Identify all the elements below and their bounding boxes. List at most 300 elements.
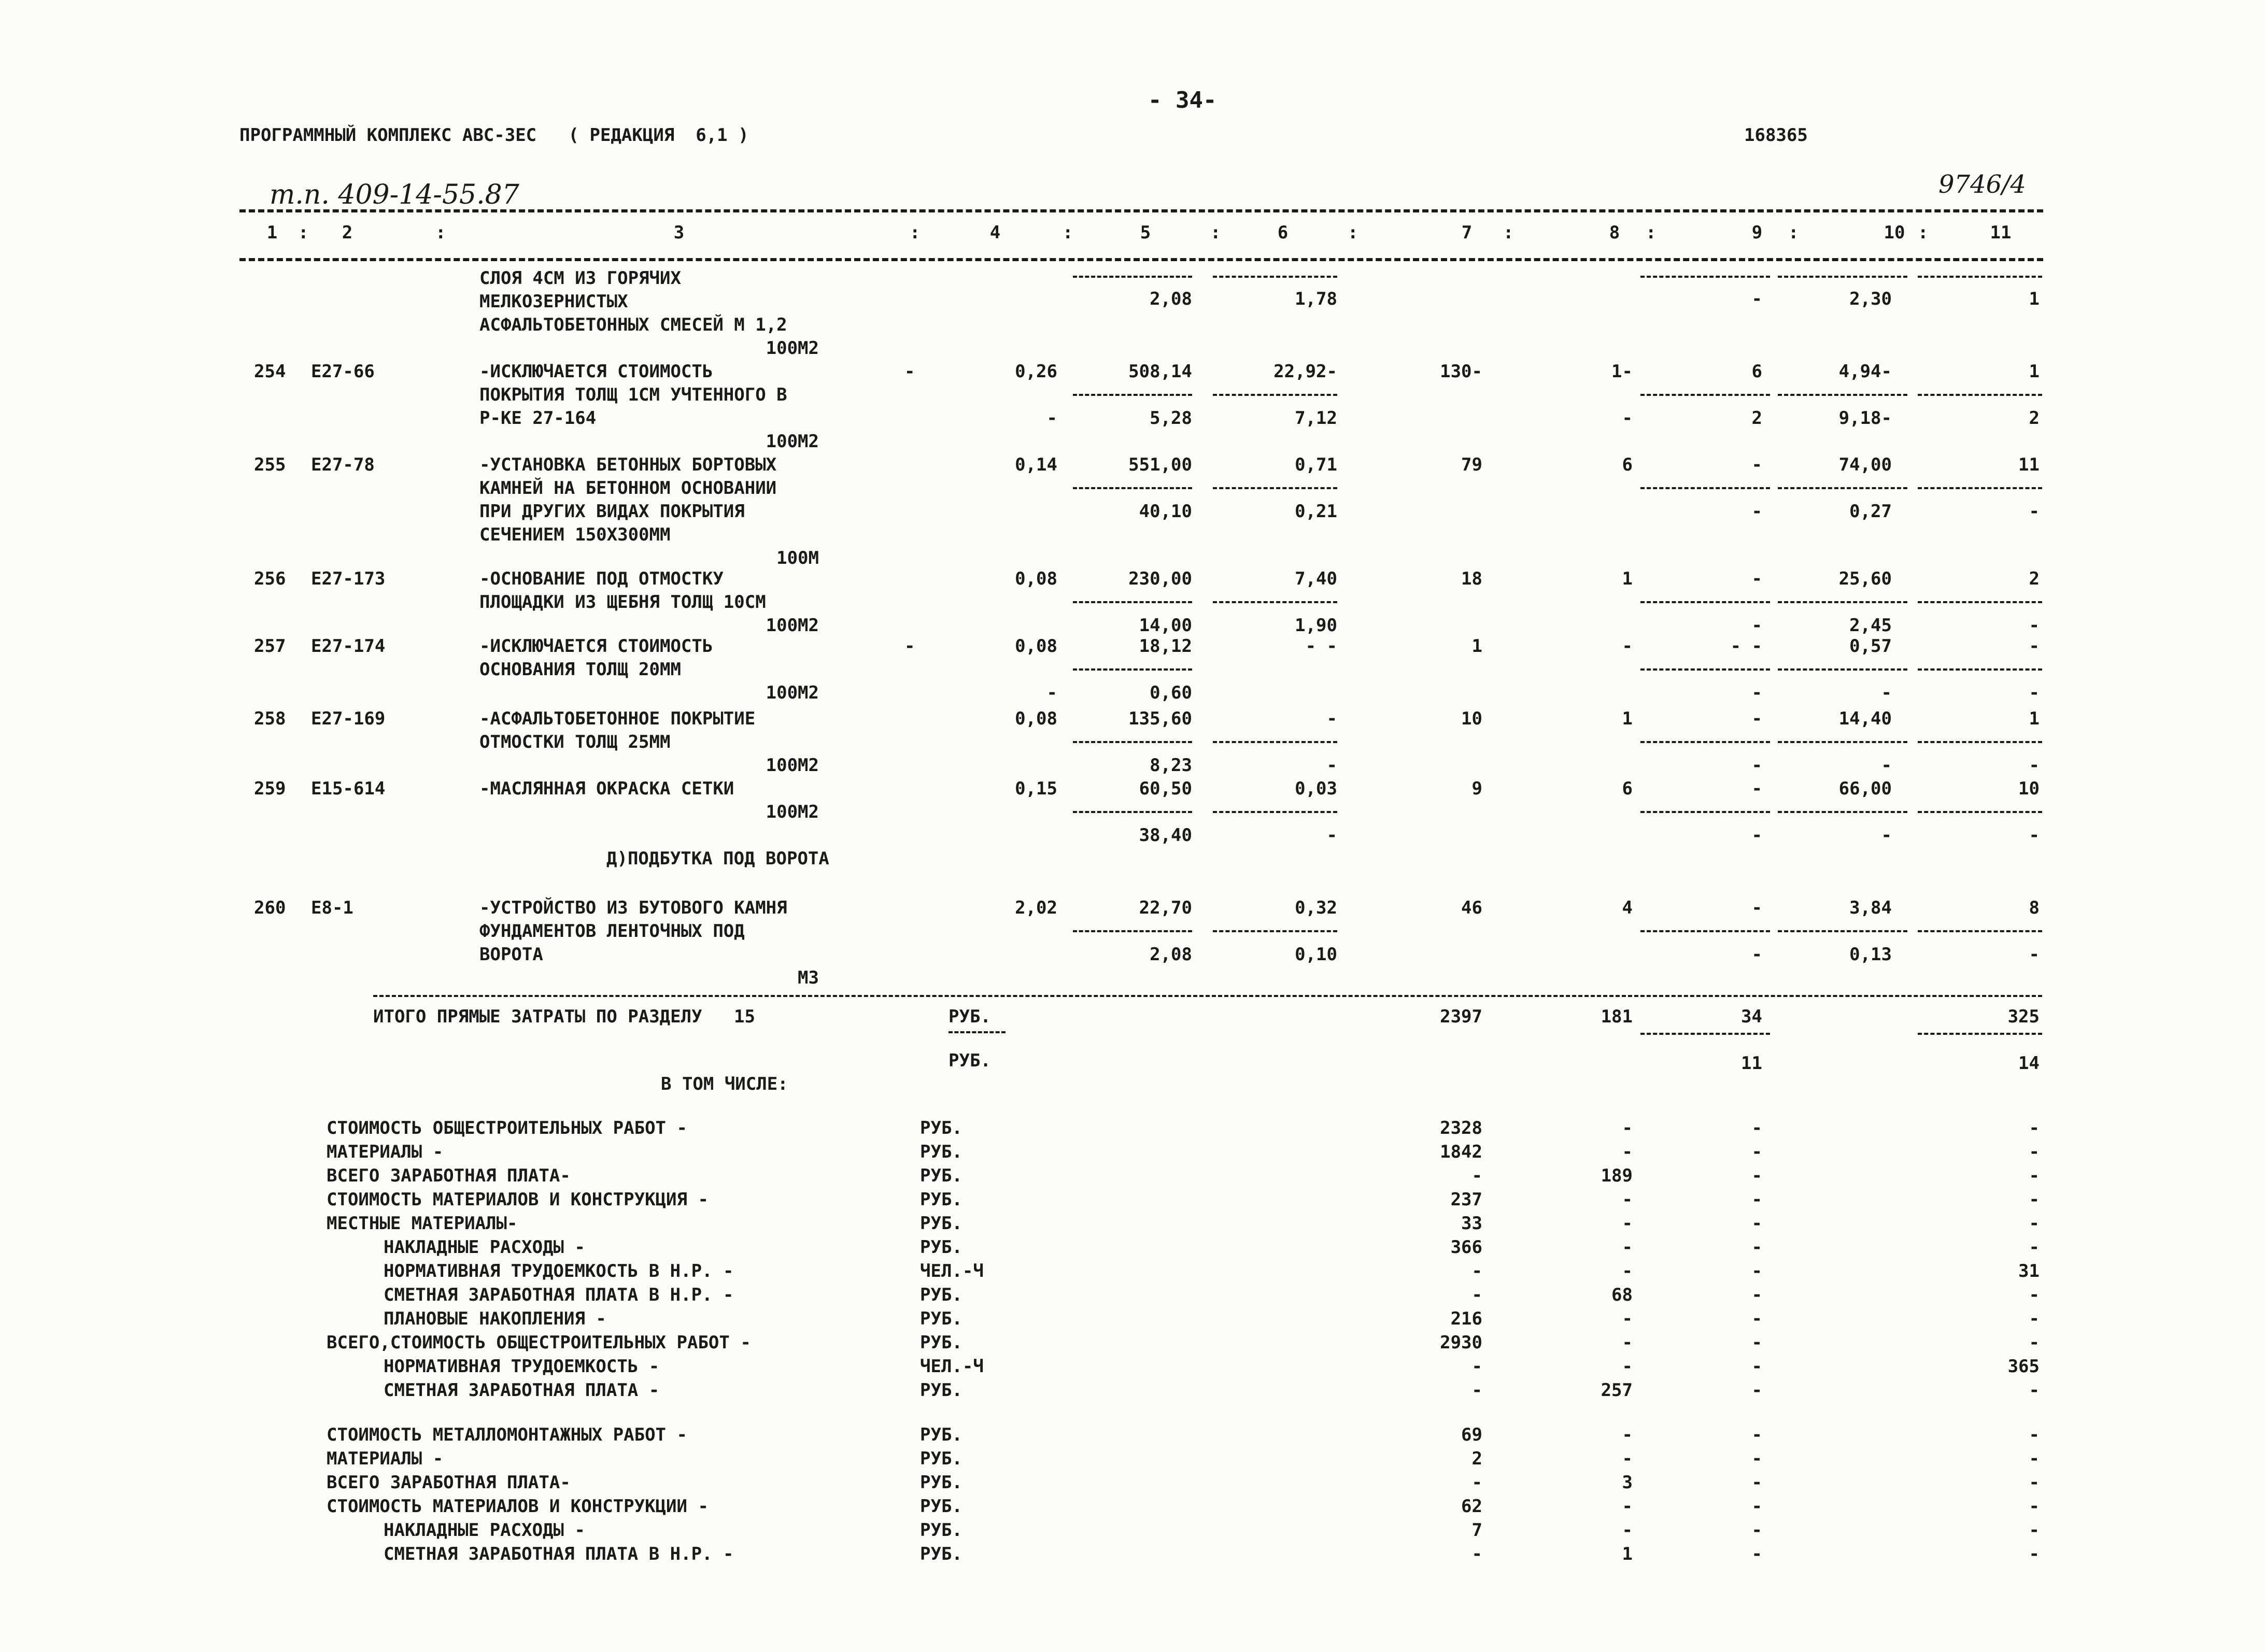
column-header-10: 10 — [1884, 222, 1905, 243]
cell-col10-sub: 9,18- — [1838, 408, 1892, 429]
summary-unit: РУБ. — [920, 1308, 962, 1329]
summary-col9: - — [1751, 1118, 1762, 1138]
cell-col9-sub: - — [1751, 825, 1762, 846]
cell-col10-sub: 2,45 — [1849, 615, 1892, 636]
summary-col8: 3 — [1622, 1472, 1633, 1493]
unit-dash — [949, 1031, 1006, 1033]
summary-unit: РУБ. — [920, 1118, 962, 1138]
cell-col6: 0,32 — [1295, 898, 1337, 918]
section-heading: Д)ПОДБУТКА ПОД ВОРОТА — [606, 848, 829, 869]
cell-col4: 0,26 — [1015, 361, 1057, 382]
summary-col7: 69 — [1461, 1425, 1482, 1445]
total-label: ИТОГО ПРЯМЫЕ ЗАТРАТЫ ПО РАЗДЕЛУ 15 — [373, 1006, 755, 1027]
dash-rule — [1918, 276, 2042, 278]
summary-col11: - — [2029, 1308, 2040, 1329]
summary-unit: РУБ. — [920, 1448, 962, 1469]
work-description: -УСТАНОВКА БЕТОННЫХ БОРТОВЫХ — [479, 454, 777, 475]
cell-col8: - — [1622, 636, 1633, 657]
summary-col8: 1 — [1622, 1544, 1633, 1564]
dash-rule — [1918, 1033, 2042, 1035]
cell-col10: 25,60 — [1838, 568, 1892, 589]
cell-col6: - — [1326, 708, 1337, 729]
cell-col11-sub: - — [2029, 825, 2040, 846]
summary-col11: - — [2029, 1425, 2040, 1445]
rate-code: Е27-173 — [311, 568, 386, 589]
dash-rule — [1918, 741, 2042, 743]
header-top-rule — [239, 209, 2043, 212]
work-description: АСФАЛЬТОБЕТОННЫХ СМЕСЕЙ М 1,2 — [479, 315, 787, 335]
cell-col11: 8 — [2029, 898, 2040, 918]
cell-col5-sub: 8,23 — [1150, 755, 1192, 776]
summary-col7: 366 — [1450, 1237, 1482, 1258]
summary-col8: - — [1622, 1308, 1633, 1329]
summary-col8: - — [1622, 1425, 1633, 1445]
cell-col6-sub: 7,12 — [1295, 408, 1337, 429]
work-description: -УСТРОЙСТВО ИЗ БУТОВОГО КАМНЯ — [479, 898, 787, 918]
summary-col7: 7 — [1471, 1520, 1482, 1541]
dash-rule — [1778, 930, 1907, 932]
cell-col4: 0,14 — [1015, 454, 1057, 475]
rate-code: Е27-169 — [311, 708, 386, 729]
dash-rule — [1778, 276, 1907, 278]
work-description: -ОСНОВАНИЕ ПОД ОТМОСТКУ — [479, 568, 724, 589]
column-header-2: 2 — [342, 222, 353, 243]
column-header-7: 7 — [1461, 222, 1473, 243]
cell-col6: 0,71 — [1295, 454, 1337, 475]
cell-col8: 1 — [1622, 708, 1633, 729]
summary-col11: - — [2029, 1472, 2040, 1493]
cell-col11: - — [2029, 636, 2040, 657]
cell-col10: 74,00 — [1838, 454, 1892, 475]
totals-rule — [373, 995, 2042, 997]
summary-unit: РУБ. — [920, 1544, 962, 1564]
work-description: -АСФАЛЬТОБЕТОННОЕ ПОКРЫТИЕ — [479, 708, 756, 729]
summary-col9: - — [1751, 1544, 1762, 1564]
column-header-1: 1 — [266, 222, 278, 243]
cell-col6-sub: 0,10 — [1295, 944, 1337, 965]
summary-col9: - — [1751, 1496, 1762, 1517]
summary-col9: - — [1751, 1448, 1762, 1469]
cell-col6-sub: 1,90 — [1295, 615, 1337, 636]
dash-rule — [1213, 487, 1337, 489]
column-separator: : — [1503, 222, 1514, 243]
cell-col8: 6 — [1622, 454, 1633, 475]
cell-col11-sub: - — [2029, 501, 2040, 522]
summary-col8: 257 — [1601, 1380, 1633, 1401]
unit-of-measure: 100М2 — [766, 755, 819, 776]
dash-rule — [1778, 741, 1907, 743]
dash-rule — [1640, 811, 1770, 813]
cell-col11-sub: - — [2029, 755, 2040, 776]
summary-col8: - — [1622, 1142, 1633, 1162]
summary-col8: 68 — [1611, 1285, 1633, 1305]
column-header-5: 5 — [1140, 222, 1151, 243]
cell-col9: - — [1751, 898, 1762, 918]
work-description: Р-КЕ 27-164 — [479, 408, 597, 429]
dash-rule — [1073, 811, 1192, 813]
unit-of-measure: 100М2 — [766, 615, 819, 636]
column-header-4: 4 — [989, 222, 1001, 243]
dash-rule — [1778, 811, 1907, 813]
summary-label: СТОИМОСТЬ МЕТАЛЛОМОНТАЖНЫХ РАБОТ - — [327, 1425, 687, 1445]
cell-col11: 2 — [2029, 568, 2040, 589]
summary-label: СТОИМОСТЬ ОБЩЕСТРОИТЕЛЬНЫХ РАБОТ - — [327, 1118, 687, 1138]
work-description: ОСНОВАНИЯ ТОЛЩ 20ММ — [479, 659, 681, 680]
column-separator: : — [1348, 222, 1358, 243]
cell-col9: - — [1751, 454, 1762, 475]
rate-code: Е27-174 — [311, 636, 386, 657]
summary-col7: 216 — [1450, 1308, 1482, 1329]
cell-col11: 10 — [2018, 778, 2040, 799]
rate-code: Е8-1 — [311, 898, 353, 918]
cell-col8: 1 — [1622, 568, 1633, 589]
total-col11-sub: 14 — [2018, 1053, 2040, 1074]
cell-col10-sub: 2,30 — [1849, 289, 1892, 309]
column-separator: : — [1646, 222, 1657, 243]
column-header-6: 6 — [1277, 222, 1289, 243]
summary-col8: - — [1622, 1356, 1633, 1377]
summary-col9: - — [1751, 1425, 1762, 1445]
summary-label: НОРМАТИВНАЯ ТРУДОЕМКОСТЬ - — [384, 1356, 660, 1377]
summary-col8: - — [1622, 1213, 1633, 1234]
summary-label: ВСЕГО,СТОИМОСТЬ ОБЩЕСТРОИТЕЛЬНЫХ РАБОТ - — [327, 1332, 751, 1353]
column-separator: : — [298, 222, 309, 243]
summary-col7: 33 — [1461, 1213, 1482, 1234]
summary-unit: ЧЕЛ.-Ч — [920, 1261, 984, 1281]
summary-label: МЕСТНЫЕ МАТЕРИАЛЫ- — [327, 1213, 518, 1234]
cell-col7: 79 — [1461, 454, 1482, 475]
dash-rule — [1640, 394, 1770, 396]
cell-col5: 230,00 — [1128, 568, 1192, 589]
cell-col4: 0,08 — [1015, 708, 1057, 729]
cell-col8: 4 — [1622, 898, 1633, 918]
summary-col11: - — [2029, 1189, 2040, 1210]
rate-code: Е15-614 — [311, 778, 386, 799]
unit-of-measure: 100М2 — [766, 338, 819, 359]
summary-col8: 189 — [1601, 1165, 1633, 1186]
summary-col7: - — [1471, 1472, 1482, 1493]
dash-rule — [1073, 276, 1192, 278]
summary-col11: - — [2029, 1496, 2040, 1517]
summary-label: НОРМАТИВНАЯ ТРУДОЕМКОСТЬ В Н.Р. - — [384, 1261, 734, 1281]
row-number: 256 — [254, 568, 286, 589]
summary-col11: - — [2029, 1520, 2040, 1541]
summary-col9: - — [1751, 1142, 1762, 1162]
cell-col11-sub: - — [2029, 615, 2040, 636]
summary-col11: - — [2029, 1118, 2040, 1138]
summary-unit: РУБ. — [920, 1142, 962, 1162]
summary-col7: - — [1471, 1356, 1482, 1377]
summary-col9: - — [1751, 1213, 1762, 1234]
cell-col5: 22,70 — [1139, 898, 1192, 918]
cell-col6-sub: 0,21 — [1295, 501, 1337, 522]
summary-col8: - — [1622, 1261, 1633, 1281]
dash-rule — [1213, 741, 1337, 743]
cell-col5-sub: 2,08 — [1150, 289, 1192, 309]
unit-of-measure: 100М2 — [766, 802, 819, 822]
quantity-sign: - — [904, 636, 915, 657]
cell-col9-sub: 2 — [1751, 408, 1762, 429]
cell-col9: 6 — [1751, 361, 1762, 382]
dash-rule — [1778, 601, 1907, 603]
document-code: 168365 — [1744, 125, 1808, 146]
cell-col6-sub: - — [1326, 755, 1337, 776]
program-title: ПРОГРАММНЫЙ КОМПЛЕКС АВС-3ЕС ( РЕДАКЦИЯ 6,1 ) — [239, 125, 749, 146]
cell-col7: 9 — [1471, 778, 1482, 799]
cell-col6: 0,03 — [1295, 778, 1337, 799]
cell-col5: 135,60 — [1128, 708, 1192, 729]
column-separator: : — [1063, 222, 1073, 243]
summary-col8: - — [1622, 1118, 1633, 1138]
cell-col5: 60,50 — [1139, 778, 1192, 799]
cell-col4: 0,08 — [1015, 568, 1057, 589]
summary-col8: - — [1622, 1448, 1633, 1469]
cell-col8-sub: - — [1622, 408, 1633, 429]
summary-col11: - — [2029, 1544, 2040, 1564]
cell-col10: 0,57 — [1849, 636, 1892, 657]
cell-col10-sub: 0,13 — [1849, 944, 1892, 965]
cell-col9: - - — [1730, 636, 1762, 657]
summary-col8: - — [1622, 1520, 1633, 1541]
summary-unit: РУБ. — [920, 1472, 962, 1493]
summary-col8: - — [1622, 1237, 1633, 1258]
work-description: СЛОЯ 4СМ ИЗ ГОРЯЧИХ — [479, 268, 681, 289]
summary-col7: - — [1471, 1261, 1482, 1281]
cell-col10: 14,40 — [1838, 708, 1892, 729]
rate-code: Е27-78 — [311, 454, 375, 475]
summary-col8: - — [1622, 1332, 1633, 1353]
summary-label: СМЕТНАЯ ЗАРАБОТНАЯ ПЛАТА В Н.Р. - — [384, 1544, 734, 1564]
dash-rule — [1640, 276, 1770, 278]
summary-col9: - — [1751, 1165, 1762, 1186]
summary-unit: РУБ. — [920, 1165, 962, 1186]
cell-col5: 551,00 — [1128, 454, 1192, 475]
dash-rule — [1213, 930, 1337, 932]
summary-col7: - — [1471, 1285, 1482, 1305]
cell-col6: 7,40 — [1295, 568, 1337, 589]
summary-col9: - — [1751, 1261, 1762, 1281]
column-header-9: 9 — [1751, 222, 1763, 243]
total-col9: 34 — [1741, 1006, 1762, 1027]
summary-unit: РУБ. — [920, 1189, 962, 1210]
doc-handwritten-number: 9746/4 — [1938, 170, 2026, 199]
column-header-3: 3 — [673, 222, 685, 243]
work-description: ФУНДАМЕНТОВ ЛЕНТОЧНЫХ ПОД — [479, 921, 745, 942]
row-number: 260 — [254, 898, 286, 918]
summary-col11: - — [2029, 1237, 2040, 1258]
dash-rule — [1073, 394, 1192, 396]
including-heading: В ТОМ ЧИСЛЕ: — [661, 1074, 788, 1094]
cell-col11: 11 — [2018, 454, 2040, 475]
cell-col6: - - — [1305, 636, 1337, 657]
dash-rule — [1778, 487, 1907, 489]
summary-col11: 365 — [2007, 1356, 2040, 1377]
summary-col8: - — [1622, 1496, 1633, 1517]
page-number: - 34- — [1148, 87, 1217, 113]
summary-label: НАКЛАДНЫЕ РАСХОДЫ - — [384, 1520, 585, 1541]
dash-rule — [1213, 811, 1337, 813]
summary-col7: 2328 — [1440, 1118, 1482, 1138]
cell-col5: 508,14 — [1128, 361, 1192, 382]
cell-col11: 1 — [2029, 289, 2040, 309]
summary-unit: РУБ. — [920, 1380, 962, 1401]
dash-rule — [1918, 811, 2042, 813]
cell-col5-sub: 5,28 — [1150, 408, 1192, 429]
summary-label: СМЕТНАЯ ЗАРАБОТНАЯ ПЛАТА В Н.Р. - — [384, 1285, 734, 1305]
cell-col9-sub: - — [1751, 615, 1762, 636]
cell-col11-sub: - — [2029, 944, 2040, 965]
summary-label: ВСЕГО ЗАРАБОТНАЯ ПЛАТА- — [327, 1165, 571, 1186]
cell-col4: 0,15 — [1015, 778, 1057, 799]
summary-col9: - — [1751, 1189, 1762, 1210]
column-separator: : — [1210, 222, 1221, 243]
total-unit-2: РУБ. — [949, 1050, 991, 1071]
dash-rule — [1073, 601, 1192, 603]
summary-col9: - — [1751, 1237, 1762, 1258]
quantity-sign: - — [904, 361, 915, 382]
summary-col11: 31 — [2018, 1261, 2040, 1281]
cell-col5-sub: 0,60 — [1150, 682, 1192, 703]
summary-col11: - — [2029, 1165, 2040, 1186]
total-col7: 2397 — [1440, 1006, 1482, 1027]
dash-rule — [1213, 276, 1337, 278]
dash-rule — [1640, 601, 1770, 603]
summary-label: СТОИМОСТЬ МАТЕРИАЛОВ И КОНСТРУКЦИЯ - — [327, 1189, 709, 1210]
cell-col5-sub: 2,08 — [1150, 944, 1192, 965]
cell-col9-sub: - — [1751, 755, 1762, 776]
cell-col7: 46 — [1461, 898, 1482, 918]
summary-col9: - — [1751, 1285, 1762, 1305]
unit-of-measure: 100М2 — [766, 682, 819, 703]
summary-unit: РУБ. — [920, 1213, 962, 1234]
summary-unit: РУБ. — [920, 1237, 962, 1258]
dash-rule — [1918, 601, 2042, 603]
row-number: 257 — [254, 636, 286, 657]
dash-rule — [1640, 930, 1770, 932]
summary-col7: - — [1471, 1165, 1482, 1186]
work-description: СЕЧЕНИЕМ 150Х300ММ — [479, 524, 671, 545]
work-description: ПЛОЩАДКИ ИЗ ЩЕБНЯ ТОЛЩ 10СМ — [479, 592, 766, 613]
summary-unit: ЧЕЛ.-Ч — [920, 1356, 984, 1377]
unit-of-measure: 100М2 — [766, 431, 819, 452]
summary-col7: 237 — [1450, 1189, 1482, 1210]
summary-col11: - — [2029, 1380, 2040, 1401]
summary-col9: - — [1751, 1308, 1762, 1329]
dash-rule — [1213, 394, 1337, 396]
cell-col10: 4,94- — [1838, 361, 1892, 382]
unit-of-measure: 100М — [776, 548, 819, 568]
summary-col11: - — [2029, 1213, 2040, 1234]
cell-col10-sub: - — [1881, 825, 1892, 846]
dash-rule — [1640, 1033, 1770, 1035]
summary-col11: - — [2029, 1142, 2040, 1162]
work-description: -МАСЛЯННАЯ ОКРАСКА СЕТКИ — [479, 778, 734, 799]
summary-col9: - — [1751, 1520, 1762, 1541]
summary-label: ВСЕГО ЗАРАБОТНАЯ ПЛАТА- — [327, 1472, 571, 1493]
summary-col7: 2 — [1471, 1448, 1482, 1469]
work-description: МЕЛКОЗЕРНИСТЫХ — [479, 291, 628, 312]
cell-col4: 0,08 — [1015, 636, 1057, 657]
summary-col8: - — [1622, 1189, 1633, 1210]
summary-label: НАКЛАДНЫЕ РАСХОДЫ - — [384, 1237, 585, 1258]
rate-code: Е27-66 — [311, 361, 375, 382]
summary-unit: РУБ. — [920, 1496, 962, 1517]
summary-col7: 62 — [1461, 1496, 1482, 1517]
total-col8: 181 — [1601, 1006, 1633, 1027]
cell-col9-sub: - — [1751, 289, 1762, 309]
summary-col9: - — [1751, 1472, 1762, 1493]
cell-col6: 22,92- — [1273, 361, 1337, 382]
cell-col9: - — [1751, 568, 1762, 589]
dash-rule — [1640, 668, 1770, 671]
work-description: -ИСКЛЮЧАЕТСЯ СТОИМОСТЬ — [479, 361, 713, 382]
column-separator: : — [1788, 222, 1799, 243]
dash-rule — [1778, 668, 1907, 671]
row-number: 254 — [254, 361, 286, 382]
summary-col9: - — [1751, 1380, 1762, 1401]
dash-rule — [1213, 601, 1337, 603]
summary-label: МАТЕРИАЛЫ - — [327, 1142, 444, 1162]
cell-col7: 10 — [1461, 708, 1482, 729]
work-description: ПОКРЫТИЯ ТОЛЩ 1СМ УЧТЕННОГО В — [479, 384, 787, 405]
row-number: 259 — [254, 778, 286, 799]
work-description: -ИСКЛЮЧАЕТСЯ СТОИМОСТЬ — [479, 636, 713, 657]
cell-col10-sub: - — [1881, 682, 1892, 703]
dash-rule — [1918, 394, 2042, 396]
summary-unit: РУБ. — [920, 1332, 962, 1353]
cell-col11: 1 — [2029, 361, 2040, 382]
summary-label: СМЕТНАЯ ЗАРАБОТНАЯ ПЛАТА - — [384, 1380, 660, 1401]
dash-rule — [1918, 668, 2042, 671]
cell-col6-sub: 1,78 — [1295, 289, 1337, 309]
summary-col7: - — [1471, 1380, 1482, 1401]
summary-label: МАТЕРИАЛЫ - — [327, 1448, 444, 1469]
total-unit: РУБ. — [949, 1006, 991, 1027]
work-description: ВОРОТА — [479, 944, 543, 965]
cell-col10: 3,84 — [1849, 898, 1892, 918]
work-description: КАМНЕЙ НА БЕТОННОМ ОСНОВАНИИ — [479, 478, 777, 499]
cell-col4-sub: - — [1046, 682, 1057, 703]
cell-col9-sub: - — [1751, 501, 1762, 522]
summary-col9: - — [1751, 1332, 1762, 1353]
dash-rule — [1073, 741, 1192, 743]
cell-col4: 2,02 — [1015, 898, 1057, 918]
cell-col7: 1 — [1471, 636, 1482, 657]
total-col9-sub: 11 — [1741, 1053, 1762, 1074]
dash-rule — [1640, 487, 1770, 489]
work-description: ОТМОСТКИ ТОЛЩ 25ММ — [479, 732, 671, 752]
summary-label: СТОИМОСТЬ МАТЕРИАЛОВ И КОНСТРУКЦИИ - — [327, 1496, 709, 1517]
work-description: ПРИ ДРУГИХ ВИДАХ ПОКРЫТИЯ — [479, 501, 745, 522]
summary-col7: 2930 — [1440, 1332, 1482, 1353]
cell-col8: 6 — [1622, 778, 1633, 799]
cell-col7: 18 — [1461, 568, 1482, 589]
unit-of-measure: М3 — [798, 967, 819, 988]
summary-col7: 1842 — [1440, 1142, 1482, 1162]
header-bottom-rule — [239, 258, 2043, 261]
summary-unit: РУБ. — [920, 1425, 962, 1445]
summary-col11: - — [2029, 1285, 2040, 1305]
cell-col9: - — [1751, 778, 1762, 799]
column-header-8: 8 — [1609, 222, 1620, 243]
summary-col7: - — [1471, 1544, 1482, 1564]
summary-col9: - — [1751, 1356, 1762, 1377]
dash-rule — [1073, 668, 1192, 671]
cell-col5-sub: 14,00 — [1139, 615, 1192, 636]
cell-col11-sub: - — [2029, 682, 2040, 703]
dash-rule — [1918, 930, 2042, 932]
cell-col10-sub: - — [1881, 755, 1892, 776]
